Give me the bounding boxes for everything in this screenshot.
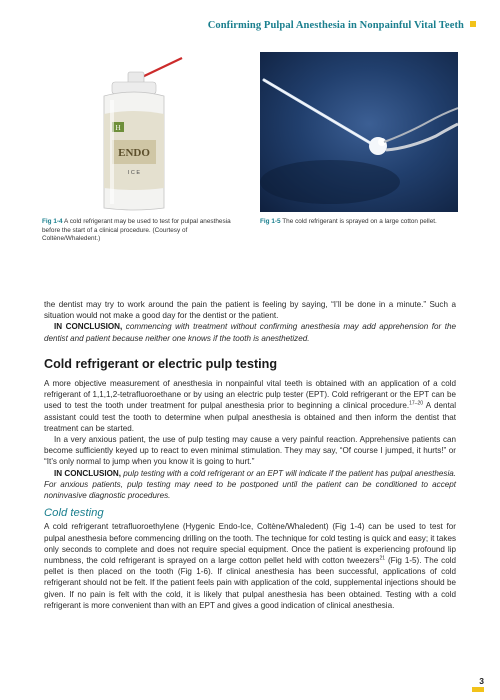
conclusion-lead: IN CONCLUSION, <box>54 322 123 332</box>
figure-1-5 <box>260 52 458 227</box>
page-number-marker <box>472 687 484 692</box>
figure-1-5-caption <box>260 218 458 227</box>
paragraph-text: A dental assistant could test the tooth to determine when pulpal anesthesia is obtained and then inform the dentist that treatment can be started. <box>44 401 456 433</box>
body-text <box>44 299 456 611</box>
figure-1-5-label: Fig 1-5 <box>260 218 281 225</box>
refrigerant-can-photo <box>42 52 247 212</box>
reference-superscript: 17–20 <box>409 400 424 407</box>
conclusion-text: commencing with treatment without confirming anesthesia may add apprehension for the dentist and patient because neither one knows if the tooth is anesthetized. <box>44 322 457 343</box>
conclusion-paragraph <box>44 321 456 343</box>
paragraph <box>44 521 456 611</box>
figure-1-4 <box>42 52 247 244</box>
figure-1-4-caption <box>42 218 247 244</box>
reference-superscript: 21 <box>379 555 385 562</box>
running-head <box>40 20 476 31</box>
conclusion-lead: IN CONCLUSION, <box>54 468 122 478</box>
figure-1-4-caption-text: A cold refrigerant may be used to test for pulpal anesthesia before the start of a clinical procedure. (Courtesy of Coltène/Whaledent.) <box>42 218 231 243</box>
figure-1-5-caption-text: The cold refrigerant is sprayed on a large cotton pellet. <box>282 218 437 225</box>
running-head-marker <box>470 21 476 27</box>
paragraph <box>44 378 456 434</box>
page-number: 3 <box>479 676 484 686</box>
paragraph-text: (Fig 1-5). The cold pellet is then placed on the tooth (Fig 1-6). If clinical anesthesia has been successful, applications of cold refrigerant should not be felt. If the patient feels pain with application of the cold, supplemental injections should be given. If no pain is felt with the cold, it is likely that pulpal anesthesia has been obtained. Testing with a cold refrigerant is more convenient than with an EPT and gives a good indication of clinical anesthesia. <box>44 556 456 610</box>
paragraph-text: A cold refrigerant tetrafluoroethylene (Hygenic Endo-Ice, Coltène/Whaledent) (Fig 1-4) can be used to test for pulpal anesthesia before commencing drilling on the tooth. The technique for cold testing is quick and easy; it takes only seconds to complete and does not require special equipment. Once the patient is experiencing profound lip numbness, the cold refrigerant is sprayed on a large cotton pellet held with cotton tweezers <box>44 522 456 566</box>
figure-1-4-label: Fig 1-4 <box>42 218 63 225</box>
can-label-brand: ENDO <box>118 147 150 159</box>
conclusion-text: pulp testing with a cold refrigerant or an EPT will indicate if the patient has pulpal anesthesia. For anxious patients, pulp testing may need to be postponed until the patient can be conditioned to accept noninvasive diagnostic procedures. <box>44 468 456 501</box>
paragraph: the dentist may try to work around the pain the patient is feeling by saying, “I’ll be done in a minute.” Such a situation would not make a good day for the dentist or the patient. <box>44 300 456 321</box>
section-heading: Cold refrigerant or electric pulp testing <box>44 356 278 371</box>
paragraph-text: A more objective measurement of anesthesia in nonpainful vital teeth is obtained with an application of a cold refrigerant of 1,1,1,2-tetrafluoroethane or by using an electric pulp tester (EPT). Cold refrigerant or the EPT can be used to test the tooth under treatment for pulpal anesthesia prior to beginning a clinical procedure. <box>44 379 456 411</box>
refrigerant-can-illustration <box>42 52 247 212</box>
paragraph: In a very anxious patient, the use of pulp testing may cause a very painful reaction. Apprehensive patients can become sufficiently keyed up to react to even minimal stimulation. They may say, “Of course I jumped, it hurts!” or “It’s only normal to jump when you know it is going to hurt.” <box>44 435 456 467</box>
conclusion-paragraph <box>44 468 456 502</box>
can-label-sub: I C E <box>127 170 141 176</box>
subsection-heading: Cold testing <box>44 507 104 520</box>
can-label-logo: H <box>115 124 121 132</box>
running-head-title: Confirming Pulpal Anesthesia in Nonpainful Vital Teeth <box>207 20 464 31</box>
cotton-pellet-illustration <box>260 52 458 212</box>
cotton-pellet-photo <box>260 52 458 212</box>
